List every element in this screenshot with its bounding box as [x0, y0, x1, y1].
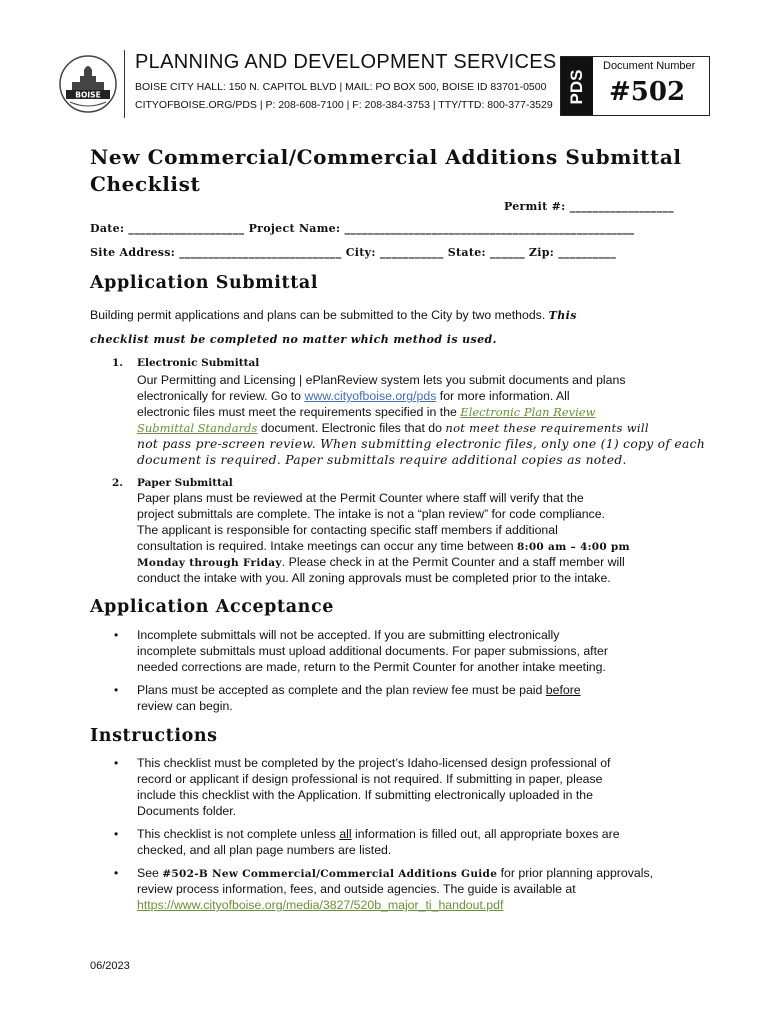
- instructions-text-line: This checklist must be completed by the project’s Idaho-licensed design professional of: [137, 756, 611, 770]
- site-address-field[interactable]: Site Address: ____________________________ City: ___________ State: ______ Zip: __________: [90, 246, 617, 259]
- electronic-submittal-heading: Electronic Submittal: [137, 357, 260, 369]
- header-divider: [124, 50, 125, 118]
- paper-submittal-heading: Paper Submittal: [137, 477, 233, 489]
- electronic-text-line: Our Permitting and Licensing | ePlanReview system lets you submit documents and plans: [137, 373, 626, 387]
- page-title: New Commercial/Commercial Additions Submittal: [90, 145, 682, 169]
- address-line-1: BOISE CITY HALL: 150 N. CAPITOL BLVD | MAIL: PO BOX 500, BOISE ID 83701-0500: [135, 81, 547, 93]
- permit-number-field[interactable]: Permit #: __________________: [503, 200, 674, 213]
- bullet: •: [114, 756, 119, 770]
- paper-text-line: consultation is required. Intake meetings can occur any time between 8:00 am – 4:00 pm: [137, 539, 630, 553]
- instructions-text-line: include this checklist with the Application. If submitting electronically uploaded in the: [137, 788, 593, 802]
- section-heading-instructions: Instructions: [90, 726, 218, 746]
- electronic-text-line: electronically for review. Go to www.cityofboise.org/pds for more information. All: [137, 389, 570, 403]
- instructions-text-line: review process information, fees, and outside agencies. The guide is available at: [137, 882, 576, 896]
- bullet: •: [114, 628, 119, 642]
- document-number-box: [560, 56, 710, 116]
- paper-text-line: conduct the intake with you. All zoning approvals must be completed prior to the intake.: [137, 571, 611, 585]
- epr-standards-link-cont[interactable]: Submittal Standards: [137, 421, 258, 435]
- instructions-text-line: record or applicant if design professional is not required. If submitting in paper, please: [137, 772, 603, 786]
- contact-line: CITYOFBOISE.ORG/PDS | P: 208-608-7100 | F: 208-384-3753 | TTY/TTD: 800-377-3529: [135, 99, 553, 111]
- paper-text-line: project submittals are complete. The intake is not a “plan review” for code compliance.: [137, 507, 605, 521]
- instructions-text-line: checked, and all plan page numbers are listed.: [137, 843, 392, 857]
- guide-link[interactable]: https://www.cityofboise.org/media/3827/520b_major_ti_handout.pdf: [137, 898, 504, 912]
- boise-city-logo: [58, 54, 118, 114]
- paper-text-line: Paper plans must be reviewed at the Permit Counter where staff will verify that the: [137, 491, 584, 505]
- pds-badge: [561, 57, 593, 115]
- date-project-name-field[interactable]: Date: ____________________ Project Name: __________________________________________________: [90, 222, 635, 235]
- pds-label: PDS: [567, 69, 586, 105]
- electronic-text-line: Submittal Standards document. Electronic files that do not meet these requirements will: [137, 421, 649, 435]
- instructions-text-line: Documents folder.: [137, 804, 237, 818]
- electronic-text-line: electronic files must meet the requirements specified in the Electronic Plan Review: [137, 405, 596, 419]
- pds-link[interactable]: www.cityofboise.org/pds: [304, 389, 437, 403]
- acceptance-text-line: incomplete submittals must upload additional documents. For paper submissions, after: [137, 644, 608, 658]
- intro-text: Building permit applications and plans can be submitted to the City by two methods. This: [90, 308, 577, 322]
- acceptance-text-line: needed corrections are made, return to the Permit Counter for another intake meeting.: [137, 660, 606, 674]
- electronic-text-line: document is required. Paper submittals require additional copies as noted.: [137, 453, 627, 467]
- epr-standards-link[interactable]: Electronic Plan Review: [460, 405, 596, 419]
- intro-text-emphasis: checklist must be completed no matter which method is used.: [90, 333, 497, 346]
- acceptance-text-line: Incomplete submittals will not be accepted. If you are submitting electronically: [137, 628, 560, 642]
- section-heading-application-submittal: Application Submittal: [90, 273, 319, 293]
- bullet: •: [114, 683, 119, 697]
- acceptance-text-line: Plans must be accepted as complete and the plan review fee must be paid before: [137, 683, 581, 697]
- electronic-text-line: not pass pre-screen review. When submitting electronic files, only one (1) copy of each: [137, 437, 706, 451]
- acceptance-text-line: review can begin.: [137, 699, 233, 713]
- logo-text: BOISE: [75, 90, 101, 100]
- paper-text-line: The applicant is responsible for contacting specific staff members if additional: [137, 523, 558, 537]
- paper-text-line: Monday through Friday. Please check in at the Permit Counter and a staff member will: [137, 555, 625, 569]
- instructions-text-line: This checklist is not complete unless all information is filled out, all appropriate boxes are: [137, 827, 620, 841]
- document-number-label: Document Number: [603, 60, 696, 72]
- item-number-1: 1.: [112, 357, 123, 369]
- bullet: •: [114, 827, 119, 841]
- guide-reference: #502-B New Commercial/Commercial Additions Guide: [162, 868, 498, 880]
- item-number-2: 2.: [112, 477, 123, 489]
- revision-date: 06/2023: [90, 960, 130, 972]
- document-number: #502: [609, 77, 686, 107]
- department-title: PLANNING AND DEVELOPMENT SERVICES: [135, 51, 557, 73]
- instructions-text-line: See #502-B New Commercial/Commercial Additions Guide for prior planning approvals,: [137, 866, 654, 880]
- bullet: •: [114, 866, 119, 880]
- page-title-line-2: Checklist: [90, 172, 201, 196]
- section-heading-application-acceptance: Application Acceptance: [90, 597, 334, 617]
